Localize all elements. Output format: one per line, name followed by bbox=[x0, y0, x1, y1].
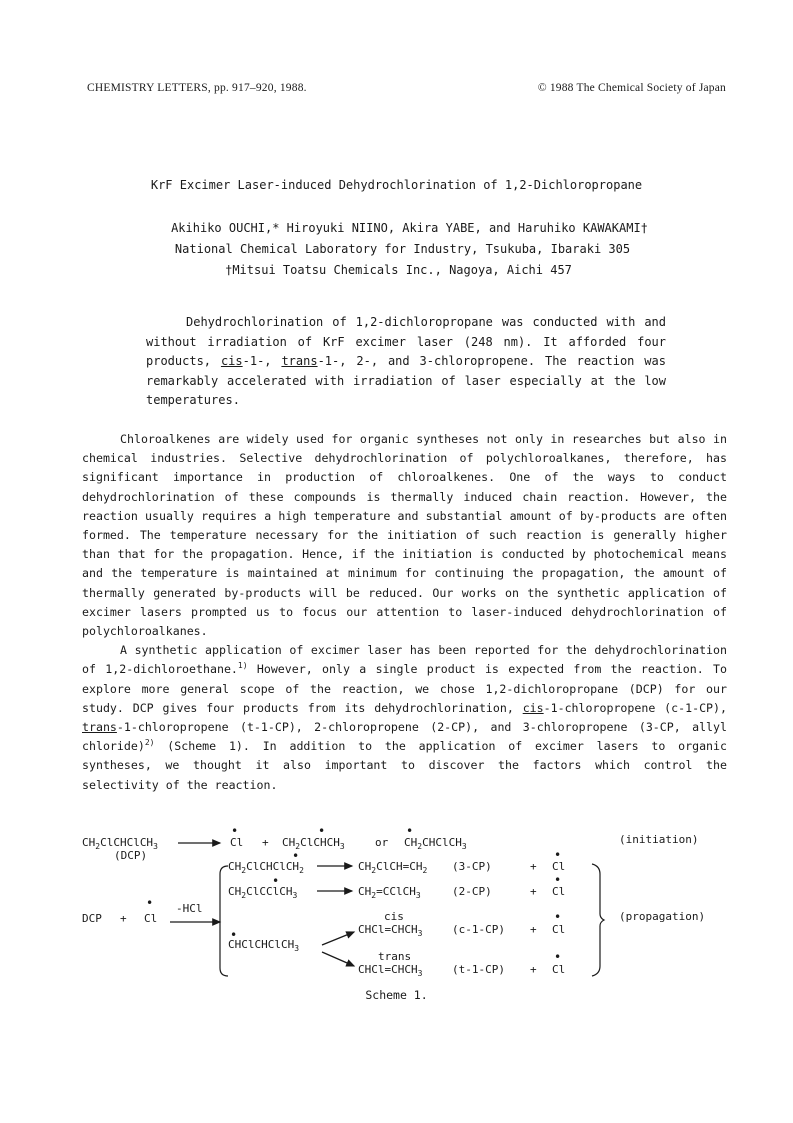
plus-sign: + bbox=[120, 912, 127, 925]
chlorine-radical: Cl bbox=[552, 860, 566, 873]
radical-dot: • bbox=[292, 849, 300, 863]
plus-sign: + bbox=[262, 836, 269, 849]
body-trans: trans bbox=[82, 720, 117, 735]
reference-2: 2) bbox=[144, 738, 155, 748]
cis-label: cis bbox=[384, 910, 404, 923]
right-brace bbox=[592, 864, 604, 976]
radical-dot: • bbox=[554, 910, 562, 924]
body-text-a: A synthetic application of excimer laser has been reported for the dehydrochlorination of 1,2-dichloroethane. bbox=[82, 643, 727, 677]
reference-1: 1) bbox=[237, 661, 248, 671]
body-paragraph-2 bbox=[82, 641, 727, 795]
scheme-caption: Scheme 1. bbox=[365, 988, 428, 1002]
abstract-cis: cis bbox=[220, 354, 243, 368]
abstract-trans: trans bbox=[281, 354, 318, 368]
abstract-text-2: -1-, bbox=[242, 354, 272, 368]
intermediate-3: CHClCHClCH$_3$ bbox=[228, 938, 300, 954]
intermediate-1: $CH_2ClCHClCH_2$ bbox=[228, 860, 304, 876]
body-text-c: -1-chloropropene (c-1-CP), bbox=[543, 700, 727, 715]
radical-dot: • bbox=[554, 950, 562, 964]
label-c1cp: (c-1-CP) bbox=[452, 923, 505, 936]
chlorine-radical: Cl bbox=[230, 836, 244, 849]
affiliation-primary: National Chemical Laboratory for Industry, Tsukuba, Ibaraki 305 bbox=[174, 242, 631, 256]
abstract-text-3: -1-, 2-, and 3-chloropropene. The reaction was remarkably accelerated with irradiation of laser especially at the low temperatures. bbox=[146, 354, 666, 407]
dcp-formula: $CH_2ClCHClCH_3$ bbox=[82, 836, 158, 852]
radical-dot: • bbox=[272, 874, 280, 888]
body-cis: cis bbox=[522, 700, 544, 715]
arrow-t1cp bbox=[322, 952, 354, 966]
radical-2: $CH_2CHClCH_3$ bbox=[404, 836, 467, 852]
chlorine-radical: Cl bbox=[144, 912, 158, 925]
chlorine-radical: Cl bbox=[552, 963, 566, 976]
left-bracket bbox=[220, 866, 228, 976]
radical-1: $CH_2ClCHCH_3$ bbox=[282, 836, 345, 852]
abstract-text-1: Dehydrochlorination of 1,2-dichloropropane was conducted with and without irradiation of KrF excimer laser (248 nm). It afforded four products, bbox=[146, 315, 666, 368]
radical-dot: • bbox=[554, 848, 562, 862]
author-block bbox=[0, 218, 793, 281]
product-2cp: $CH_2=CClCH_3$ bbox=[358, 885, 421, 901]
journal-citation: CHEMISTRY LETTERS, pp. 917–920, 1988. bbox=[87, 82, 307, 94]
initiation-label: (initiation) bbox=[619, 833, 699, 846]
plus-sign: + bbox=[530, 963, 537, 976]
label-3cp: (3-CP) bbox=[452, 860, 492, 873]
copyright-notice: © 1988 The Chemical Society of Japan bbox=[537, 82, 726, 94]
radical-dot: • bbox=[318, 824, 326, 838]
body-text-e: (Scheme 1). In addition to the application of excimer lasers to organic syntheses, we thought it also important to discover the factors which control the selectivity of the reaction. bbox=[82, 739, 727, 792]
chlorine-radical: Cl bbox=[552, 923, 566, 936]
intermediate-2: $CH_2ClCClCH_3$ bbox=[228, 885, 298, 901]
body-text bbox=[82, 430, 727, 795]
product-t1cp: $CHCl=CHCH_3$ bbox=[358, 963, 423, 979]
abstract bbox=[146, 313, 666, 411]
dcp-reactant: DCP bbox=[82, 912, 102, 925]
author-list: Akihiko OUCHI,* Hiroyuki NIINO, Akira YABE, and Haruhiko KAWAKAMI† bbox=[171, 221, 648, 235]
reaction-scheme bbox=[82, 824, 722, 1005]
label-2cp: (2-CP) bbox=[452, 885, 492, 898]
trans-label: trans bbox=[378, 950, 412, 963]
plus-sign: + bbox=[530, 885, 537, 898]
arrow-c1cp bbox=[322, 932, 354, 945]
label-t1cp: (t-1-CP) bbox=[452, 963, 505, 976]
minus-hcl-label: -HCl bbox=[176, 902, 203, 915]
plus-sign: + bbox=[530, 923, 537, 936]
product-c1cp: $CHCl=CHCH_3$ bbox=[358, 923, 423, 939]
radical-dot: • bbox=[231, 824, 239, 838]
plus-sign: + bbox=[530, 860, 537, 873]
radical-dot: • bbox=[554, 873, 562, 887]
or-text: or bbox=[375, 836, 389, 849]
body-text-b: However, only a single product is expected from the reaction. To explore more general scope of the reaction, we chose 1,2-dichloropropane (DCP) for our study. DCP gives four products from its dehydrochlorination, bbox=[82, 662, 728, 715]
radical-dot: • bbox=[406, 824, 414, 838]
dcp-label: (DCP) bbox=[114, 849, 148, 862]
radical-dot: • bbox=[146, 896, 154, 910]
propagation-label: (propagation) bbox=[619, 910, 706, 923]
paper-title: KrF Excimer Laser-induced Dehydrochlorination of 1,2-Dichloropropane bbox=[150, 178, 643, 192]
body-paragraph-1: Chloroalkenes are widely used for organic syntheses not only in researches but also in chemical industries. Selective dehydrochlorination of polychloroalkanes, therefore, has significant importance in production of chloroalkenes. One of the ways to conduct dehydrochlorination of these compounds is thermally induced chain reaction. However, the reaction usually requires a high temperature and substantial amount of by-products are often formed. The temperature necessary for the initiation of such reaction is generally higher than that for the propagation. Hence, if the initiation is conducted by photochemical means and the temperature is maintained at minimum for continuing the propagation, the amount of thermally generated by-products will be reduced. Our works on the synthetic application of excimer lasers prompted us to focus our attention to laser-induced dehydrochlorination of polychloroalkanes. bbox=[82, 432, 727, 639]
product-3cp: $CH_2ClCH=CH_2$ bbox=[358, 860, 428, 876]
affiliation-secondary: †Mitsui Toatsu Chemicals Inc., Nagoya, Aichi 457 bbox=[225, 263, 572, 277]
body-text-d: -1-chloropropene (t-1-CP), 2-chloropropene (2-CP), and 3-chloropropene (3-CP, allyl chloride) bbox=[82, 720, 727, 754]
radical-dot: • bbox=[230, 928, 238, 942]
abstract-paragraph bbox=[146, 313, 666, 411]
chlorine-radical: Cl bbox=[552, 885, 566, 898]
